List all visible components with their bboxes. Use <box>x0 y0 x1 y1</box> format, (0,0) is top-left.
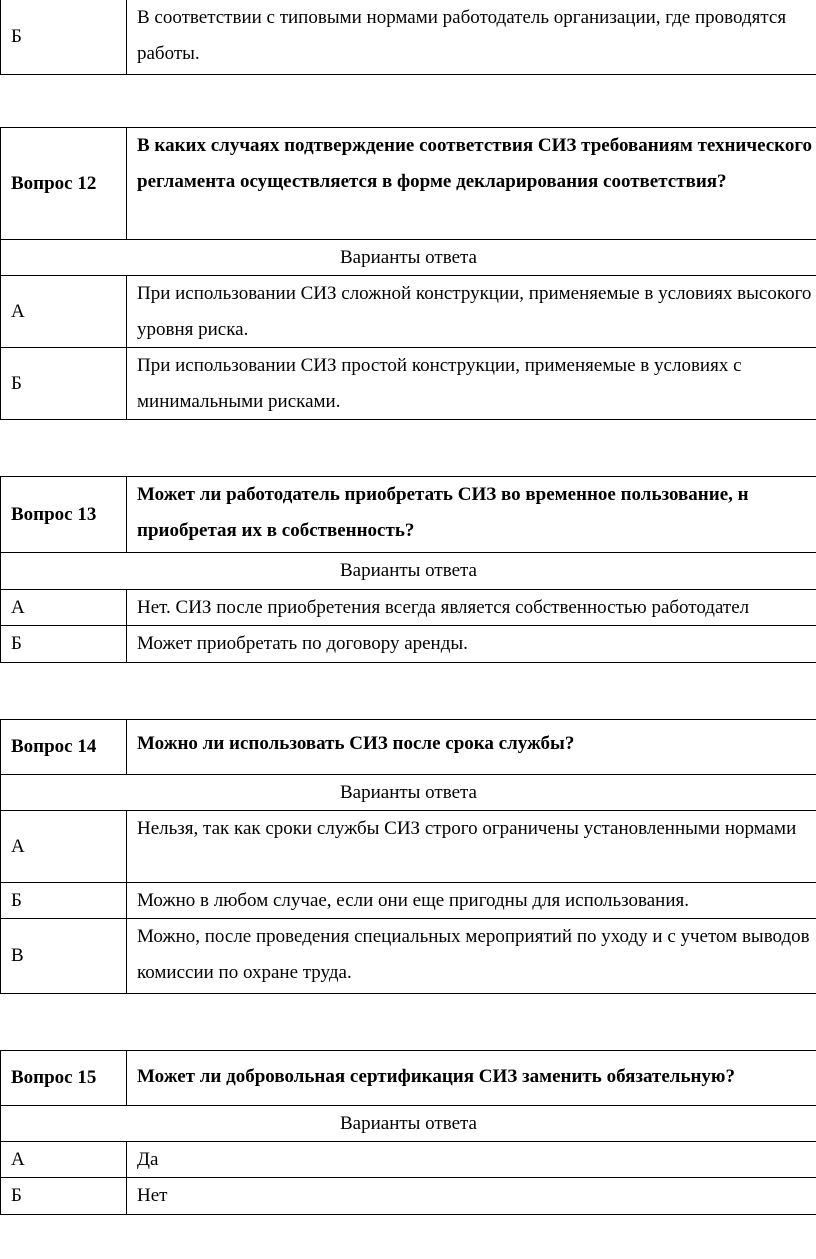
question-line: Может ли работодатель приобретать СИЗ во временное пользование, н <box>137 484 749 505</box>
variants-header-row <box>0 240 816 276</box>
question-13-table <box>0 476 816 663</box>
answer-letter: А <box>1 276 127 347</box>
question-text: Может ли добровольная сертификация СИЗ заменить обязательную? <box>137 1066 735 1087</box>
answer-text: При использовании СИЗ сложной конструкции, применяемые в условиях высокого уровня риска. <box>137 283 812 340</box>
variants-header: Варианты ответа <box>339 782 477 803</box>
answer-text: В соответствии с типовыми нормами работодатель организации, где проводятся работы. <box>137 7 787 64</box>
answer-row <box>0 811 816 883</box>
answer-letter: Б <box>1 626 127 662</box>
question-label: Вопрос 12 <box>1 128 127 239</box>
variants-header: Варианты ответа <box>339 560 477 581</box>
answer-text: Может приобретать по договору аренды. <box>137 633 468 654</box>
question-text: Можно ли использовать СИЗ после срока службы? <box>137 733 575 754</box>
answer-text: Нельзя, так как сроки службы СИЗ строго ограничены установленными нормами <box>137 818 797 839</box>
answer-text: Можно в любом случае, если они еще пригодны для использования. <box>137 890 690 911</box>
answer-letter: В <box>1 919 127 993</box>
variants-header-row <box>0 553 816 590</box>
answer-text: Нет <box>137 1185 168 1206</box>
question-row <box>0 720 816 775</box>
answer-letter: Б <box>1 1178 127 1214</box>
answer-letter: Б <box>1 883 127 918</box>
answer-row <box>0 276 816 348</box>
question-text: В каких случаях подтверждение соответствия СИЗ требованиям технического регламента осуществляется в форме декларирования соответствия? <box>137 135 813 192</box>
answer-row <box>0 626 816 663</box>
variants-header-row <box>0 1106 816 1142</box>
question-row <box>0 1051 816 1106</box>
question-line: приобретая их в собственность? <box>137 520 415 541</box>
question-text <box>127 477 816 552</box>
question-label: Вопрос 14 <box>1 720 127 774</box>
question-14-table <box>0 719 816 994</box>
answer-text: Да <box>137 1149 159 1170</box>
question-label: Вопрос 13 <box>1 477 127 552</box>
answer-letter: А <box>1 811 127 882</box>
answer-letter: А <box>1 1142 127 1177</box>
question-row <box>0 128 816 240</box>
answer-row <box>0 0 816 75</box>
answer-row <box>0 348 816 420</box>
answer-table-prev <box>0 0 816 75</box>
answer-text: Нет. СИЗ после приобретения всегда является собственностью работодател <box>137 597 750 618</box>
question-row <box>0 477 816 553</box>
answer-row <box>0 1142 816 1178</box>
variants-header-row <box>0 775 816 811</box>
variants-header: Варианты ответа <box>339 1113 477 1134</box>
question-label: Вопрос 15 <box>1 1051 127 1105</box>
answer-letter: Б <box>1 0 127 74</box>
variants-header: Варианты ответа <box>339 247 477 268</box>
question-15-table <box>0 1050 816 1215</box>
answer-row <box>0 1178 816 1215</box>
answer-text: При использовании СИЗ простой конструкции, применяемые в условиях с минимальными рисками. <box>137 355 742 412</box>
answer-row <box>0 919 816 994</box>
answer-letter: А <box>1 590 127 625</box>
answer-text: Можно, после проведения специальных мероприятий по уходу и с учетом выводов комиссии по охране труда. <box>137 926 810 983</box>
question-12-table <box>0 127 816 420</box>
answer-letter: Б <box>1 348 127 419</box>
answer-row <box>0 590 816 626</box>
answer-row <box>0 883 816 919</box>
